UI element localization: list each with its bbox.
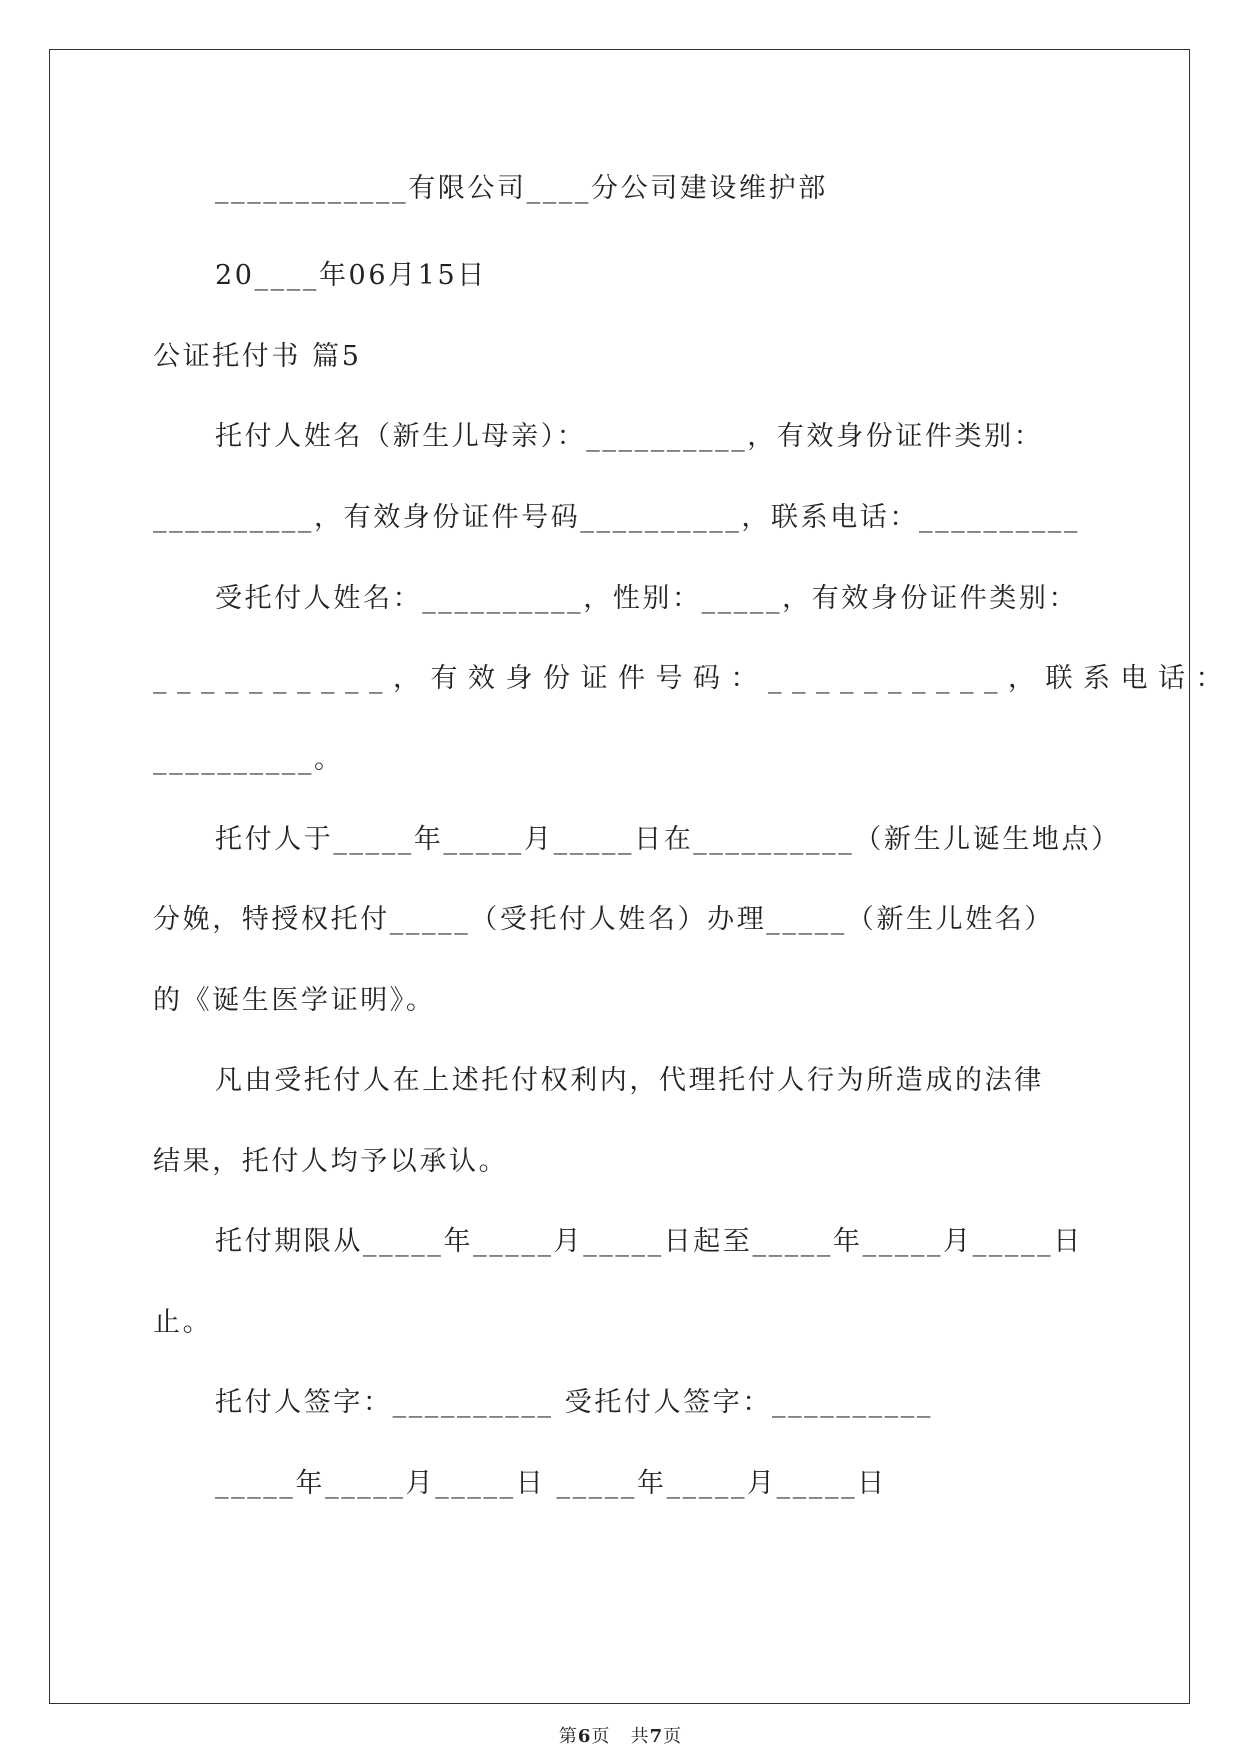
footer-mid: 页 共 [591,1726,650,1747]
paragraph-line: 托付人于_____年_____月_____日在__________（新生儿诞生地点） [215,824,1121,855]
page-footer [0,1726,1241,1748]
paragraph-line: 止。 [153,1307,213,1338]
signature-line: 托付人签字：__________ 受托付人签字：__________ [215,1387,933,1418]
paragraph-line: 受托付人姓名：__________，性别：_____，有效身份证件类别： [215,583,1079,614]
paragraph-line: 托付期限从_____年_____月_____日起至_____年_____月_____日 [215,1226,1083,1257]
paragraph-line: __________，有效身份证件号码：__________，联系电话： [153,663,1233,694]
paragraph-line: __________。 [153,744,344,775]
paragraph-line: 结果，托付人均予以承认。 [153,1146,509,1177]
paragraph-line: 分娩，特授权托付_____（受托付人姓名）办理_____（新生儿姓名） [153,904,1054,935]
current-page-number: 6 [577,1726,592,1747]
page-border [49,49,1190,1704]
paragraph-line: 托付人姓名（新生儿母亲）：__________，有效身份证件类别： [215,421,1044,452]
footer-prefix: 第 [558,1726,578,1747]
paragraph-line: 的《诞生医学证明》。 [153,985,436,1016]
total-page-number: 7 [649,1726,664,1747]
date-line: 20____年06月15日 [215,260,487,291]
section-heading: 公证托付书 篇5 [153,341,362,372]
footer-suffix: 页 [663,1726,683,1747]
paragraph-line: 凡由受托付人在上述托付权利内，代理托付人行为所造成的法律 [215,1065,1044,1096]
paragraph-line: __________，有效身份证件号码__________，联系电话：__________ [153,502,1080,533]
signature-date-line: _____年_____月_____日 _____年_____月_____日 [215,1468,887,1499]
company-line: ____________有限公司____分公司建设维护部 [215,173,828,204]
